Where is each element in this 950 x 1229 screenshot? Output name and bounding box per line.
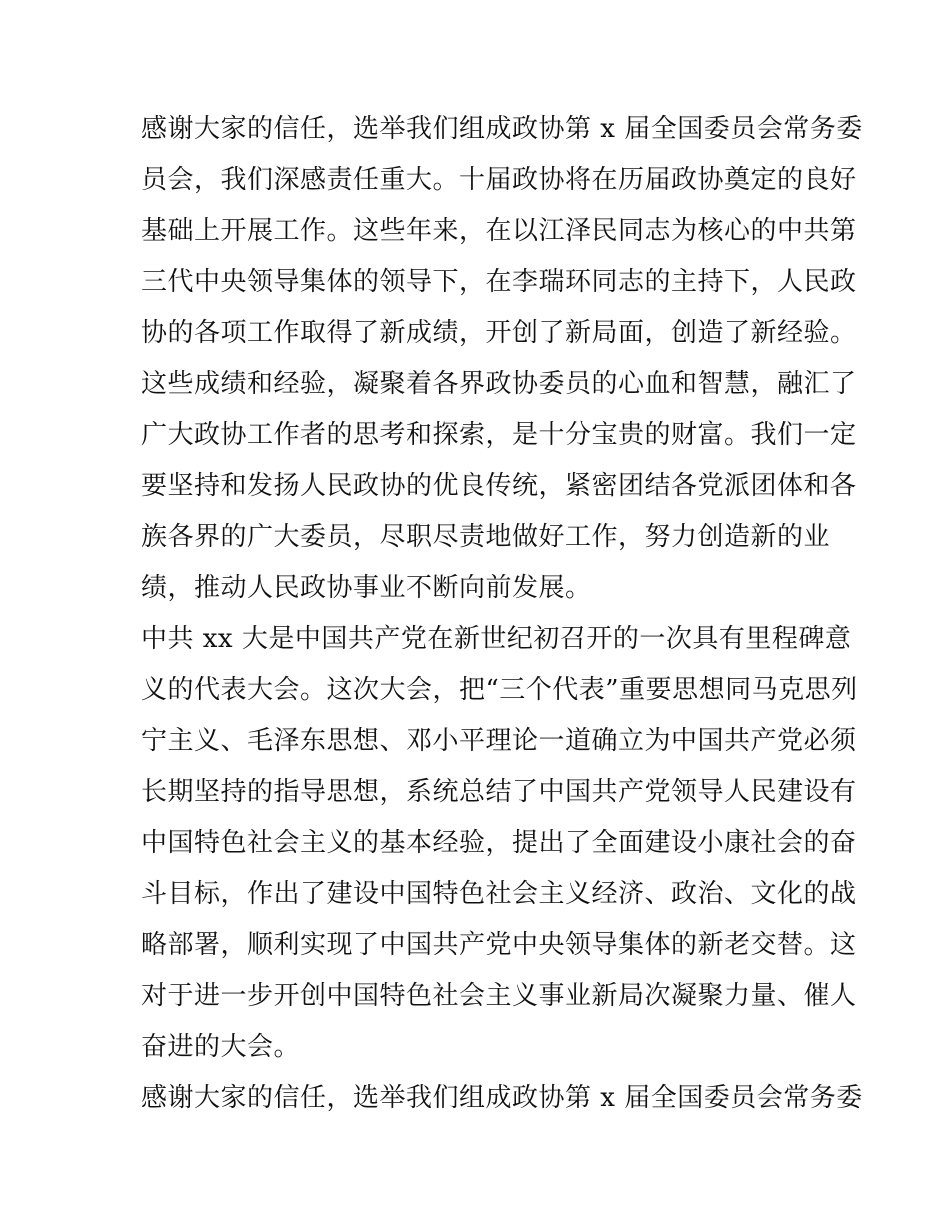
text-line: 感谢大家的信任，选举我们组成政协第 x 届全国委员会常务委 <box>141 1083 863 1113</box>
text-line: 三代中央领导集体的领导下，在李瑞环同志的主持下，人民政 <box>141 267 857 297</box>
text-line: 奋进的大会。 <box>141 1032 301 1062</box>
text-line: 绩，推动人民政协事业不断向前发展。 <box>141 573 592 603</box>
text-line: 宁主义、毛泽东思想、邓小平理论一道确立为中国共产党必须 <box>141 726 857 756</box>
text-line: 要坚持和发扬人民政协的优良传统，紧密团结各党派团体和各 <box>141 471 857 501</box>
text-line: 长期坚持的指导思想，系统总结了中国共产党领导人民建设有 <box>141 777 857 807</box>
text-line: 族各界的广大委员，尽职尽责地做好工作，努力创造新的业 <box>141 522 831 552</box>
text-line: 广大政协工作者的思考和探索，是十分宝贵的财富。我们一定 <box>141 420 857 450</box>
text-line: 中国特色社会主义的基本经验，提出了全面建设小康社会的奋 <box>141 828 857 858</box>
text-line: 基础上开展工作。这些年来，在以江泽民同志为核心的中共第 <box>141 216 857 246</box>
text-line: 这些成绩和经验，凝聚着各界政协委员的心血和智慧，融汇了 <box>141 369 857 399</box>
text-line: 中共 xx 大是中国共产党在新世纪初召开的一次具有里程碑意 <box>141 624 852 654</box>
text-line: 对于进一步开创中国特色社会主义事业新局次凝聚力量、催人 <box>141 981 857 1011</box>
text-line: 斗目标，作出了建设中国特色社会主义经济、政治、文化的战 <box>141 879 857 909</box>
text-line: 协的各项工作取得了新成绩，开创了新局面，创造了新经验。 <box>141 318 857 348</box>
text-line: 义的代表大会。这次大会，把“三个代表”重要思想同马克思列 <box>141 675 858 705</box>
text-line: 员会，我们深感责任重大。十届政协将在历届政协奠定的良好 <box>141 165 857 195</box>
text-line: 感谢大家的信任，选举我们组成政协第 x 届全国委员会常务委 <box>141 114 863 144</box>
text-line: 略部署，顺利实现了中国共产党中央领导集体的新老交替。这 <box>141 930 857 960</box>
